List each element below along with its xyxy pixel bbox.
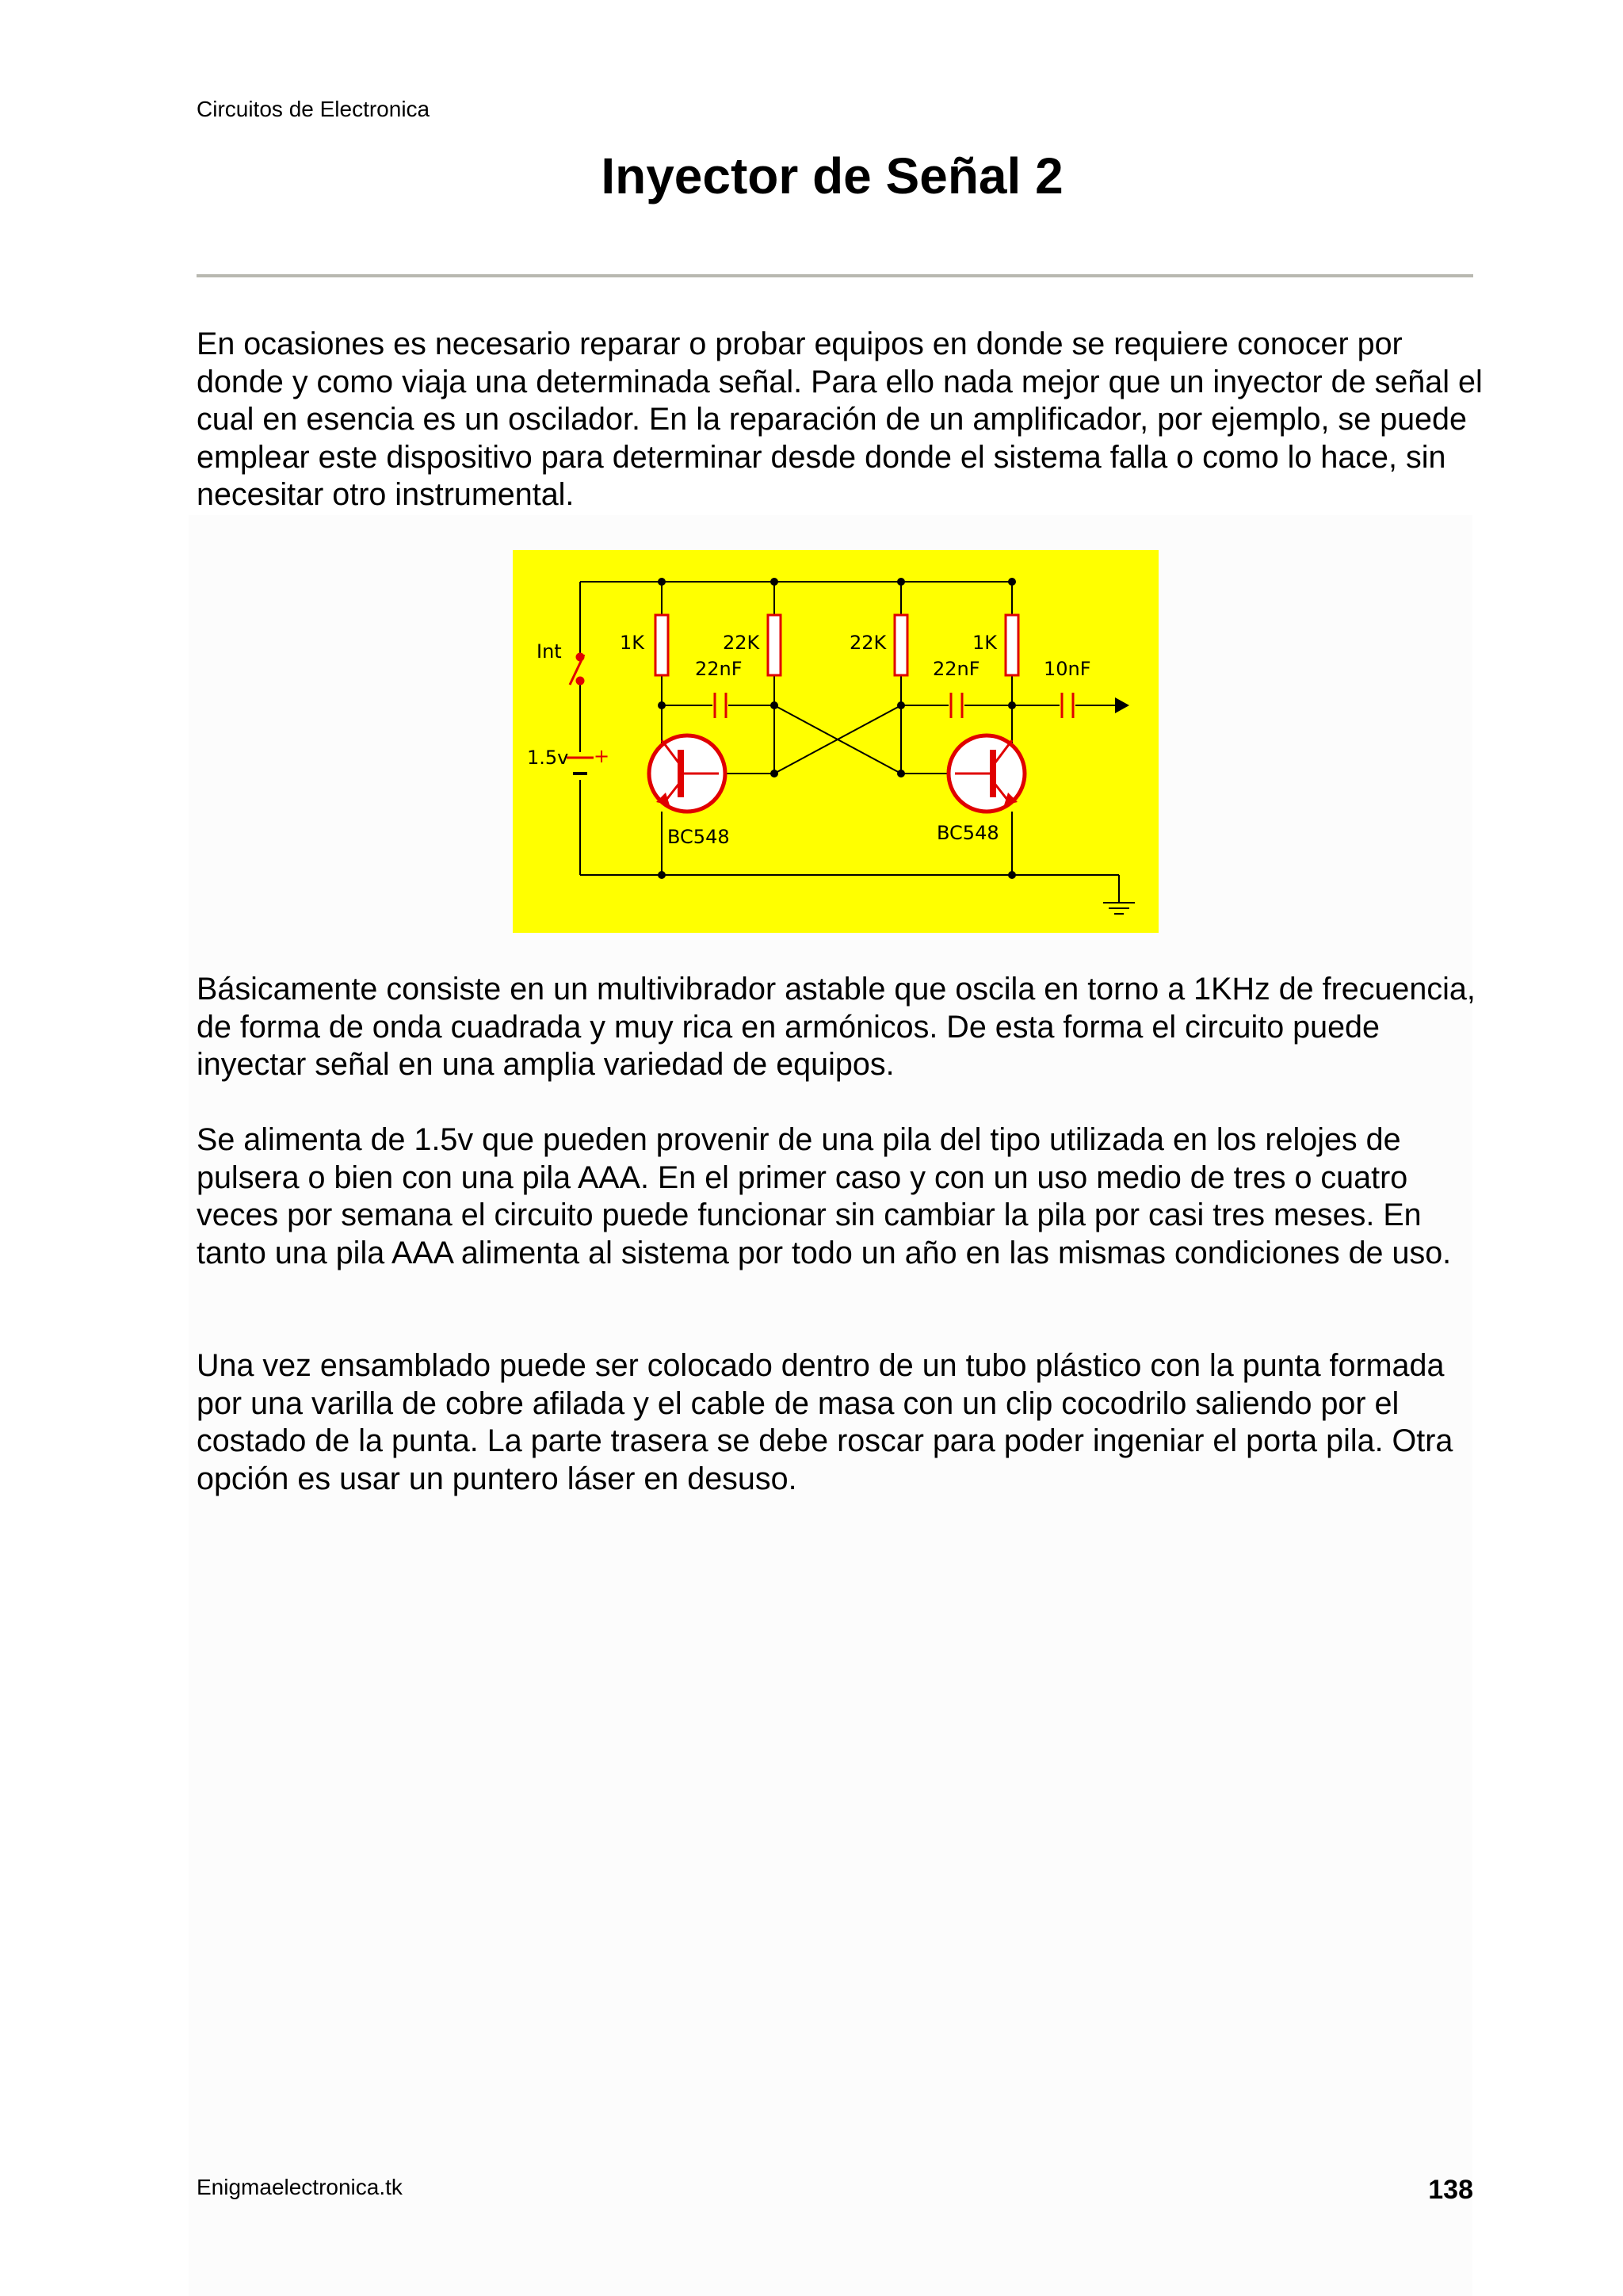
label-c1: 22nF — [695, 658, 743, 680]
resistor-r2 — [768, 615, 781, 675]
circuit-schematic — [513, 550, 1159, 933]
label-battery-plus: + — [594, 745, 610, 767]
label-c-out: 10nF — [1044, 658, 1091, 680]
label-c2: 22nF — [933, 658, 980, 680]
label-battery: 1.5v — [527, 747, 569, 769]
title-divider — [197, 274, 1473, 277]
description-paragraph: Básicamente consiste en un multivibrador astable que oscila en torno a 1KHz de frecuencia, de forma de onda cuadrada y muy rica en armónicos. De esta forma el circuito puede inyectar señal en una amplia variedad de equipos. — [197, 972, 1476, 1082]
label-r1: 1K — [620, 632, 645, 654]
label-r3: 22K — [850, 632, 887, 654]
running-header: Circuitos de Electronica — [197, 97, 430, 121]
assembly-paragraph: Una vez ensamblado puede ser colocado dentro de un tubo plástico con la punta formada por una varilla de cobre afilada y el cable de masa con un clip cocodrilo saliendo por el costado de la punta. La parte trasera se debe roscar para poder ingeniar el porta pila. Otra opción es usar un puntero láser en desuso. — [197, 1348, 1453, 1496]
resistor-r4 — [1006, 615, 1018, 675]
power-paragraph: Se alimenta de 1.5v que pueden provenir de una pila del tipo utilizada en los relojes de pulsera o bien con una pila AAA. En el primer caso y con un uso medio de tres o cuatro veces por semana el circuito puede funcionar sin cambiar la pila por casi tres meses. En tanto una pila AAA alimenta al sistema por todo un año en las mismas condiciones de uso. — [197, 1122, 1452, 1270]
page-number: 138 — [1428, 2175, 1473, 2205]
footer-site: Enigmaelectronica.tk — [197, 2175, 403, 2199]
resistor-r1 — [655, 615, 668, 675]
page-title: Inyector de Señal 2 — [601, 147, 1064, 204]
label-q2: BC548 — [937, 822, 999, 844]
intro-paragraph: En ocasiones es necesario reparar o probar equipos en donde se requiere conocer por donde y como viaja una determinada señal. Para ello nada mejor que un inyector de señal el cual en esencia es un oscilador. En la reparación de un amplificador, por ejemplo, se puede emplear este dispositivo para determinar desde donde el sistema falla o como lo hace, sin necesitar otro instrumental. — [197, 327, 1483, 512]
label-q1: BC548 — [667, 826, 730, 848]
label-r2: 22K — [723, 632, 760, 654]
output-arrow-icon — [1115, 697, 1129, 713]
label-switch: Int — [537, 640, 562, 663]
resistor-r3 — [895, 615, 907, 675]
label-r4: 1K — [972, 632, 998, 654]
